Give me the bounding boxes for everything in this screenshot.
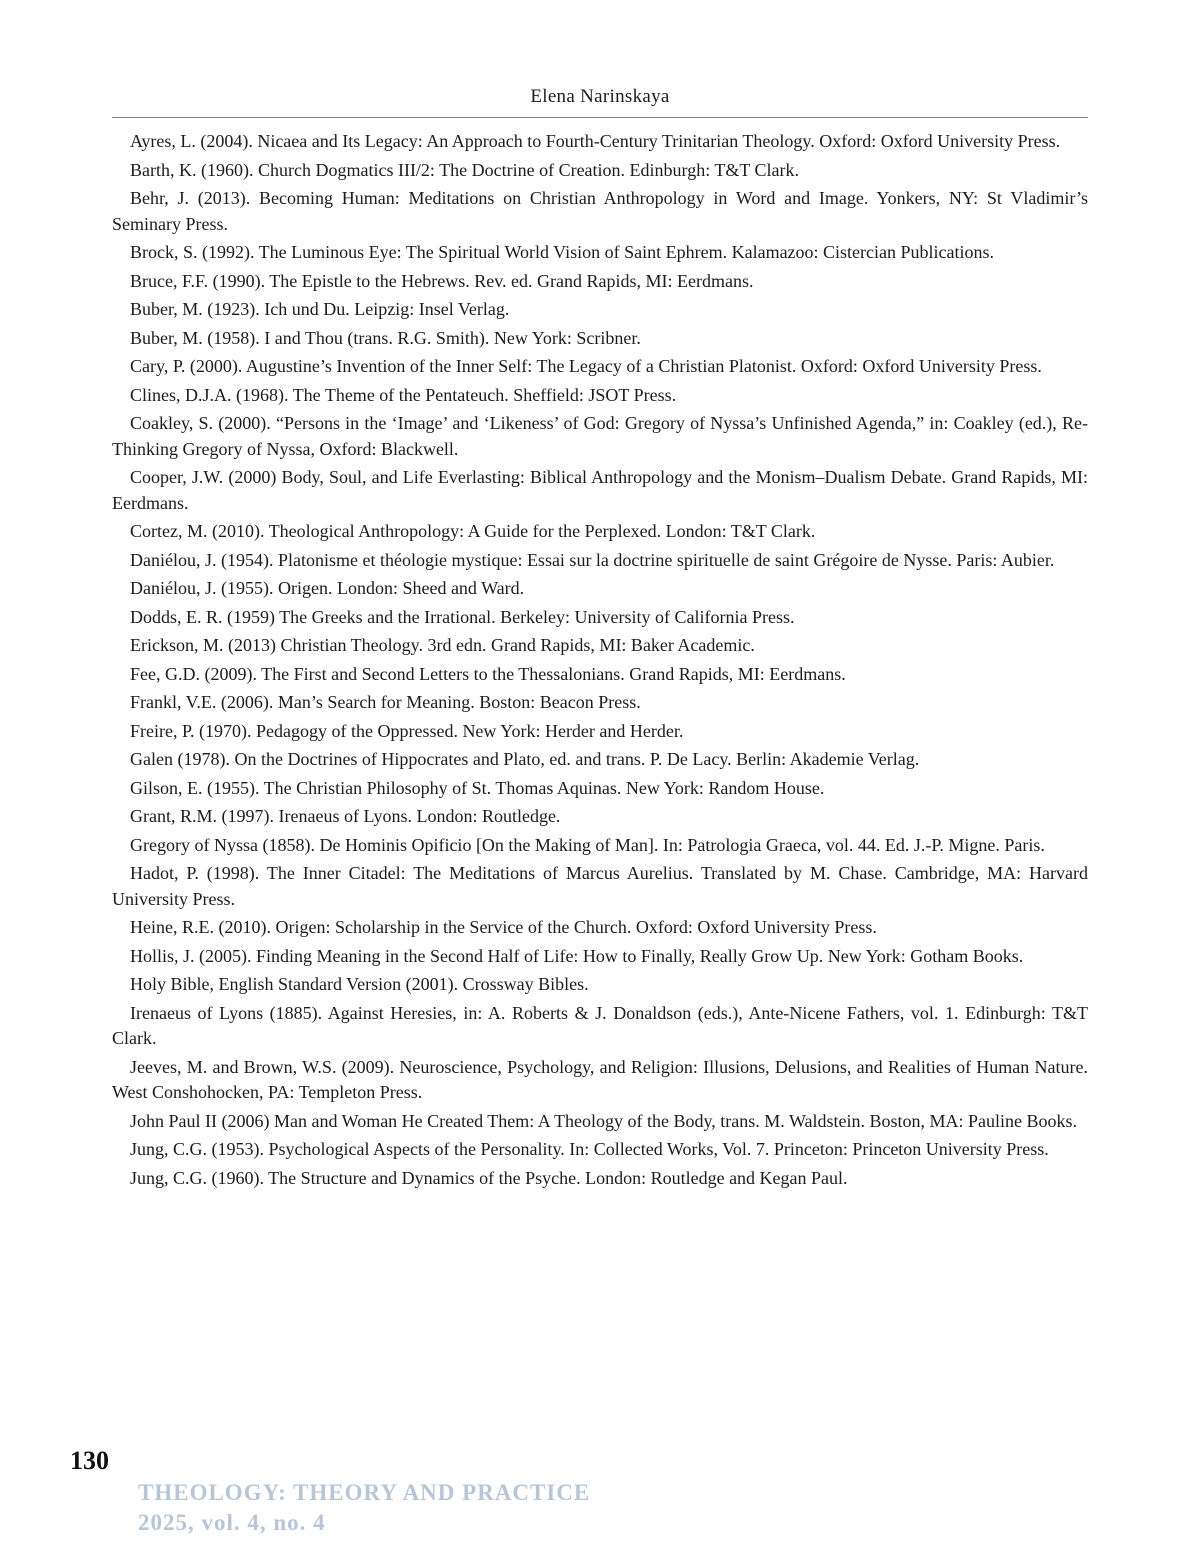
reference-entry: Dodds, E. R. (1959) The Greeks and the Irrational. Berkeley: University of California Press. bbox=[130, 606, 795, 627]
journal-issue-info: 2025, vol. 4, no. 4 bbox=[138, 1510, 326, 1535]
reference-entry: Buber, M. (1923). Ich und Du. Leipzig: Insel Verlag. bbox=[130, 299, 510, 319]
reference-entry: Coakley, S. (2000). “Persons in the ‘Image’ and ‘Likeness’ of God: Gregory of Nyssa’s Unfinished Agenda,” in: Coakley (ed.), Re-Thinking Gregory of Nyssa, Oxford: Blackwell. bbox=[112, 413, 1088, 459]
reference-entry: Bruce, F.F. (1990). The Epistle to the Hebrews. Rev. ed. Grand Rapids, MI: Eerdmans. bbox=[130, 270, 754, 291]
reference-entry: Behr, J. (2013). Becoming Human: Meditations on Christian Anthropology in Word and Image. Yonkers, NY: St Vladimir’s Seminary Press. bbox=[112, 188, 1088, 234]
reference-entry: Barth, K. (1960). Church Dogmatics III/2: The Doctrine of Creation. Edinburgh: T&T Clark. bbox=[130, 159, 800, 180]
reference-entry: Fee, G.D. (2009). The First and Second Letters to the Thessalonians. Grand Rapids, MI: Eerdmans. bbox=[130, 663, 846, 684]
reference-entry: Gregory of Nyssa (1858). De Hominis Opificio [On the Making of Man]. In: Patrologia Graeca, vol. 44. Ed. J.-P. Migne. Paris. bbox=[130, 834, 1045, 855]
reference-entry: Buber, M. (1958). I and Thou (trans. R.G. Smith). New York: Scribner. bbox=[130, 327, 641, 348]
reference-entry: Gilson, E. (1955). The Christian Philosophy of St. Thomas Aquinas. New York: Random House. bbox=[130, 777, 825, 798]
reference-entry: Jeeves, M. and Brown, W.S. (2009). Neuroscience, Psychology, and Religion: Illusions, Delusions, and Realities of Human Nature. West Conshohocken, PA: Templeton Press. bbox=[112, 1056, 1088, 1102]
reference-entry: Irenaeus of Lyons (1885). Against Heresies, in: A. Roberts & J. Donaldson (eds.), Ante-Nicene Fathers, vol. 1. Edinburgh: T&T Clark. bbox=[112, 1002, 1088, 1048]
reference-entry: Cary, P. (2000). Augustine’s Invention of the Inner Self: The Legacy of a Christian Platonist. Oxford: Oxford University Press. bbox=[130, 356, 1042, 376]
reference-entry: Jung, C.G. (1960). The Structure and Dynamics of the Psyche. London: Routledge and Kegan Paul. bbox=[130, 1167, 848, 1188]
journal-title: THEOLOGY: THEORY AND PRACTICE bbox=[138, 1480, 591, 1505]
reference-entry: Cooper, J.W. (2000) Body, Soul, and Life Everlasting: Biblical Anthropology and the Monism–Dualism Debate. Grand Rapids, MI: Eerdmans. bbox=[112, 467, 1088, 513]
reference-entry: Holy Bible, English Standard Version (2001). Crossway Bibles. bbox=[130, 974, 589, 994]
reference-entry: Freire, P. (1970). Pedagogy of the Oppressed. New York: Herder and Herder. bbox=[130, 720, 684, 741]
page-number: 130 bbox=[70, 1446, 109, 1475]
reference-entry: Jung, C.G. (1953). Psychological Aspects of the Personality. In: Collected Works, Vol. 7. Princeton: Princeton University Press. bbox=[130, 1139, 1049, 1159]
reference-entry: Ayres, L. (2004). Nicaea and Its Legacy: An Approach to Fourth-Century Trinitarian Theology. Oxford: Oxford University Press. bbox=[130, 131, 1061, 151]
running-head-author: Elena Narinskaya bbox=[112, 86, 1088, 118]
reference-list bbox=[112, 129, 1088, 1191]
reference-entry: Clines, D.J.A. (1968). The Theme of the Pentateuch. Sheffield: JSOT Press. bbox=[130, 384, 677, 405]
reference-entry: Grant, R.M. (1997). Irenaeus of Lyons. London: Routledge. bbox=[130, 806, 561, 826]
reference-entry: Cortez, M. (2010). Theological Anthropology: A Guide for the Perplexed. London: T&T Clark. bbox=[130, 521, 816, 541]
reference-entry: John Paul II (2006) Man and Woman He Created Them: A Theology of the Body, trans. M. Waldstein. Boston, MA: Pauline Books. bbox=[130, 1110, 1078, 1131]
reference-entry: Daniélou, J. (1954). Platonisme et théologie mystique: Essai sur la doctrine spirituelle de saint Grégoire de Nysse. Paris: Aubier. bbox=[130, 549, 1055, 570]
journal-footer bbox=[138, 1478, 590, 1538]
reference-entry: Hadot, P. (1998). The Inner Citadel: The Meditations of Marcus Aurelius. Translated by M. Chase. Cambridge, MA: Harvard University Press. bbox=[112, 863, 1088, 909]
reference-entry: Brock, S. (1992). The Luminous Eye: The Spiritual World Vision of Saint Ephrem. Kalamazoo: Cistercian Publications. bbox=[130, 242, 995, 262]
reference-entry: Erickson, M. (2013) Christian Theology. 3rd edn. Grand Rapids, MI: Baker Academic. bbox=[130, 635, 755, 655]
reference-entry: Galen (1978). On the Doctrines of Hippocrates and Plato, ed. and trans. P. De Lacy. Berlin: Akademie Verlag. bbox=[130, 749, 920, 769]
reference-entry: Frankl, V.E. (2006). Man’s Search for Meaning. Boston: Beacon Press. bbox=[130, 692, 641, 712]
reference-entry: Hollis, J. (2005). Finding Meaning in the Second Half of Life: How to Finally, Really Grow Up. New York: Gotham Books. bbox=[130, 945, 1024, 966]
reference-entry: Daniélou, J. (1955). Origen. London: Sheed and Ward. bbox=[130, 578, 525, 598]
reference-entry: Heine, R.E. (2010). Origen: Scholarship in the Service of the Church. Oxford: Oxford University Press. bbox=[130, 917, 877, 937]
